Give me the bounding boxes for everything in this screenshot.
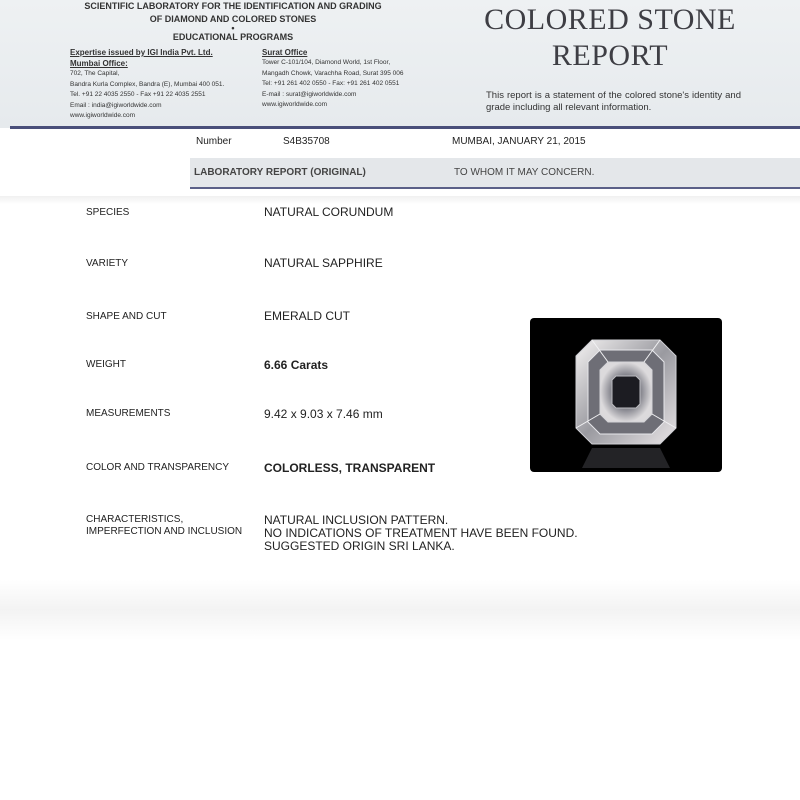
characteristics-label-line2: IMPERFECTION AND INCLUSION	[86, 526, 243, 537]
species-value: NATURAL CORUNDUM	[264, 205, 394, 219]
characteristics-value-line3: SUGGESTED ORIGIN SRI LANKA.	[264, 539, 455, 553]
report-statement: This report is a statement of the colored stone's identity and grade including all relevant information.	[486, 90, 741, 113]
report-number-value: S4B35708	[283, 136, 330, 147]
characteristics-value-line2: NO INDICATIONS OF TREATMENT HAVE BEEN FOUND.	[264, 526, 578, 540]
surat-address-line: Mangadh Chowk, Varachha Road, Surat 395 006	[262, 69, 404, 77]
surat-phone: Tel: +91 261 402 0550 - Fax: +91 261 402 0551	[262, 80, 400, 87]
variety-value: NATURAL SAPPHIRE	[264, 256, 383, 270]
measurements-value: 9.42 x 9.03 x 7.46 mm	[264, 407, 383, 421]
mumbai-office-block	[70, 47, 260, 122]
weight-label: WEIGHT	[86, 359, 126, 370]
lab-title-line1: SCIENTIFIC LABORATORY FOR THE IDENTIFICATION AND GRADING	[84, 1, 382, 11]
measurements-label: MEASUREMENTS	[86, 408, 171, 419]
characteristics-value-line1: NATURAL INCLUSION PATTERN.	[264, 513, 449, 527]
to-whom-label: TO WHOM IT MAY CONCERN.	[454, 167, 595, 178]
lab-title	[58, 0, 408, 44]
paper-fold	[0, 196, 800, 204]
paper-fold	[0, 580, 800, 640]
characteristics-label-line1: CHARACTERISTICS,	[86, 514, 184, 525]
species-label: SPECIES	[86, 207, 130, 218]
characteristics-value	[264, 514, 578, 553]
color-label: COLOR AND TRANSPARENCY	[86, 462, 229, 473]
mumbai-website: www.igiworldwide.com	[70, 112, 136, 119]
mumbai-office-heading: Mumbai Office:	[70, 59, 128, 68]
mumbai-phone: Tel. +91 22 4035 2550 - Fax +91 22 4035 2551	[70, 91, 206, 98]
gemstone-photo	[530, 318, 722, 472]
surat-address-line: Tower C-101/104, Diamond World, 1st Floor,	[262, 59, 391, 66]
expertise-heading: Expertise issued by IGI India Pvt. Ltd.	[70, 48, 213, 57]
lab-title-line2: OF DIAMOND AND COLORED STONES	[149, 14, 317, 24]
lab-title-line3: EDUCATIONAL PROGRAMS	[172, 32, 294, 42]
surat-office-block	[262, 47, 462, 111]
report-title-line1: COLORED STONE	[484, 3, 736, 36]
surat-website: www.igiworldwide.com	[262, 101, 328, 108]
bullet-icon: •	[231, 23, 235, 33]
report-title	[440, 2, 780, 74]
mumbai-email: Email : india@igiworldwide.com	[70, 101, 162, 109]
gemstone-illustration	[530, 318, 722, 472]
laboratory-report-bar	[190, 158, 800, 188]
report-city-date: MUMBAI, JANUARY 21, 2015	[452, 136, 586, 147]
letterhead-rule	[10, 126, 800, 129]
variety-label: VARIETY	[86, 258, 129, 269]
surat-office-heading: Surat Office	[262, 48, 308, 57]
mumbai-address-line: 702, The Capital,	[70, 70, 120, 77]
color-value: COLORLESS, TRANSPARENT	[264, 461, 436, 475]
characteristics-label	[86, 514, 242, 538]
shape-label: SHAPE AND CUT	[86, 311, 167, 322]
weight-value: 6.66 Carats	[264, 358, 329, 372]
surat-email: E-mail : surat@igiworldwide.com	[262, 90, 357, 98]
original-label: LABORATORY REPORT (ORIGINAL)	[194, 167, 366, 178]
report-number-label: Number	[196, 136, 232, 147]
shape-value: EMERALD CUT	[264, 309, 351, 323]
mumbai-address-line: Bandra Kurla Complex, Bandra (E), Mumbai 400 051.	[70, 80, 225, 88]
laboratory-bar-rule	[190, 187, 800, 189]
report-title-line2: REPORT	[551, 39, 669, 72]
